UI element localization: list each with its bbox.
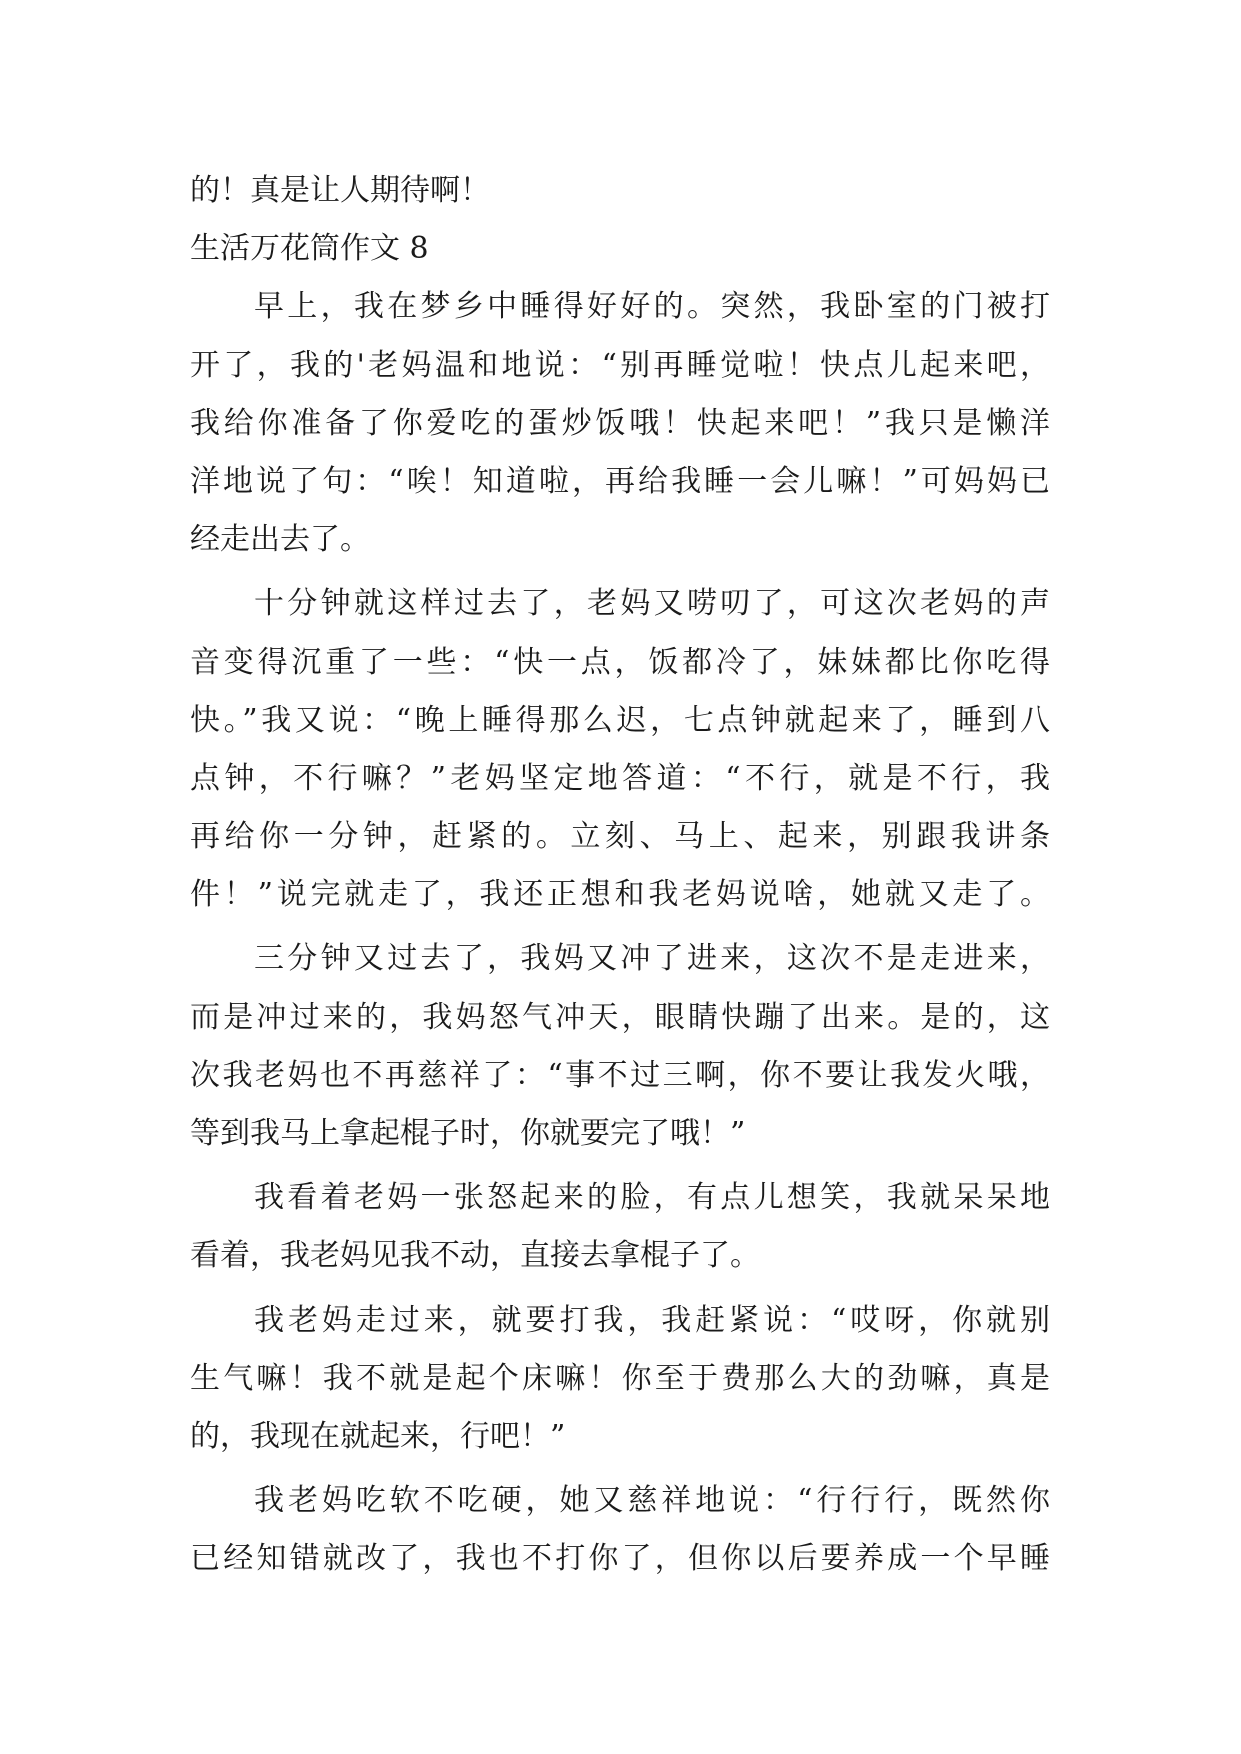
text-line: 我老妈走过来，就要打我，我赶紧说：“哎呀，你就别 [254,1302,1050,1338]
text-line: 我给你准备了你爱吃的蛋炒饭哦！快起来吧！”我只是懒洋 [190,405,1050,441]
text-line: 快。”我又说：“晚上睡得那么迟，七点钟就起来了，睡到八 [190,702,1050,738]
text-line: 已经知错就改了，我也不打你了，但你以后要养成一个早睡 [190,1541,1050,1577]
text-line: 音变得沉重了一些：“快一点，饭都冷了，妹妹都比你吃得 [190,644,1050,680]
text-line: 而是冲过来的，我妈怒气冲天，眼睛快蹦了出来。是的，这 [190,999,1050,1035]
text-line: 我看着老妈一张怒起来的脸，有点儿想笑，我就呆呆地 [254,1180,1050,1216]
text-line: 开了，我的'老妈温和地说：“别再睡觉啦！快点儿起来吧， [190,347,1050,383]
essay-body [190,162,1050,1589]
text-line: 早上，我在梦乡中睡得好好的。突然，我卧室的门被打 [254,289,1050,325]
text-line: 经走出去了。 [190,522,370,558]
text-line: 的！真是让人期待啊！ [190,173,490,208]
text-line: 点钟，不行嘛？”老妈坚定地答道：“不行，就是不行，我 [190,760,1050,796]
text-line: 看着，我老妈见我不动，直接去拿棍子了。 [190,1238,760,1274]
text-line: 再给你一分钟，赶紧的。立刻、马上、起来，别跟我讲条 [190,819,1050,855]
essay-title: 生活万花筒作文 8 [190,231,429,267]
text-line: 等到我马上拿起棍子时，你就要完了哦！” [190,1116,746,1151]
text-line: 十分钟就这样过去了，老妈又唠叨了，可这次老妈的声 [254,586,1050,622]
text-line: 洋地说了句：“唉！知道啦，再给我睡一会儿嘛！”可妈妈已 [190,463,1050,499]
text-line: 的，我现在就起来，行吧！” [190,1418,566,1454]
text-line: 次我老妈也不再慈祥了：“事不过三啊，你不要让我发火哦， [190,1057,1050,1093]
text-line: 件！”说完就走了，我还正想和我老妈说啥，她就又走了。 [190,877,1050,913]
text-line: 三分钟又过去了，我妈又冲了进来，这次不是走进来， [254,941,1050,977]
text-line: 生气嘛！我不就是起个床嘛！你至于费那么大的劲嘛，真是 [190,1360,1050,1396]
text-line: 我老妈吃软不吃硬，她又慈祥地说：“行行行，既然你 [254,1483,1050,1519]
